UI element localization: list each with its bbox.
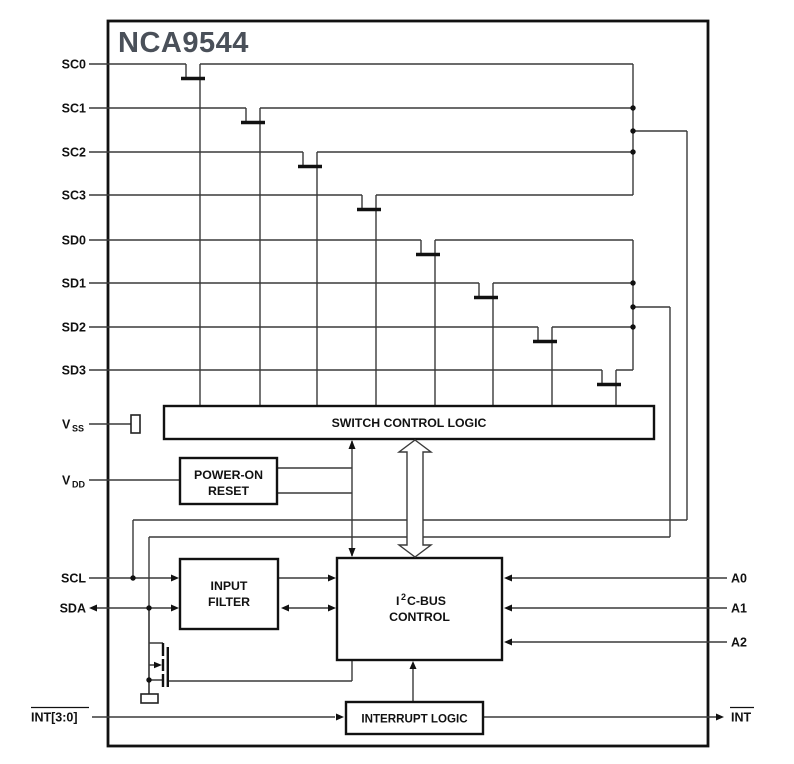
pin-label-a2: A2 bbox=[731, 635, 747, 650]
vss-terminal-pad bbox=[131, 415, 140, 433]
pin-label-sc2: SC2 bbox=[61, 145, 86, 160]
pin-label-scl: SCL bbox=[61, 571, 86, 586]
vss-connection bbox=[89, 415, 140, 433]
pin-label-a0: A0 bbox=[731, 571, 747, 586]
arrow-intlogic-to-i2c bbox=[410, 661, 417, 669]
input-filter-label-1: INPUT bbox=[210, 579, 248, 593]
power-on-reset-label-2: RESET bbox=[208, 484, 249, 498]
arrow-a0 bbox=[504, 575, 512, 582]
input-filter-box bbox=[180, 559, 278, 629]
i2c-bus-control-box bbox=[337, 558, 502, 660]
svg-text:INT: INT bbox=[731, 710, 752, 725]
i2c-label-post: C-BUS bbox=[407, 594, 446, 608]
pin-label-sd3: SD3 bbox=[61, 363, 86, 378]
arrow-sda-into-i2c bbox=[328, 605, 336, 612]
interrupt-logic-label: INTERRUPT LOGIC bbox=[361, 712, 468, 726]
svg-text:V: V bbox=[62, 417, 71, 432]
switch-control-logic-label: SWITCH CONTROL LOGIC bbox=[331, 416, 487, 430]
address-wires bbox=[512, 578, 727, 642]
por-routing bbox=[277, 441, 352, 556]
arrow-scl-into-i2c bbox=[328, 575, 336, 582]
pin-label-vss bbox=[62, 418, 84, 434]
arrow-a2 bbox=[504, 639, 512, 646]
svg-text:INT[3:0]: INT[3:0] bbox=[31, 710, 78, 725]
arrow-a1 bbox=[504, 605, 512, 612]
input-filter-label-2: FILTER bbox=[207, 595, 251, 609]
arrow-scl-into-filter bbox=[171, 575, 179, 582]
pin-label-int-out bbox=[730, 708, 754, 725]
pin-label-a1: A1 bbox=[731, 601, 747, 616]
sda-output-mosfet bbox=[141, 643, 352, 703]
channel-sd2 bbox=[89, 327, 633, 406]
pin-label-sc3: SC3 bbox=[61, 188, 86, 203]
arrow-por-to-scl-logic bbox=[349, 440, 356, 449]
arrow-sda-back-to-filter bbox=[281, 605, 289, 612]
arrow-sda-into-filter bbox=[171, 605, 179, 612]
i2c-label-pre: I bbox=[396, 594, 400, 608]
mosfet-bulk-arrow bbox=[154, 662, 162, 668]
power-on-reset-label-1: POWER-ON bbox=[194, 468, 263, 482]
pin-label-sd0: SD0 bbox=[61, 233, 86, 248]
pin-label-sc0: SC0 bbox=[61, 57, 86, 72]
arrow-int-in bbox=[336, 714, 344, 721]
pin-label-sd2: SD2 bbox=[61, 320, 86, 335]
i2c-label-2: CONTROL bbox=[389, 610, 450, 624]
arrow-sda-out bbox=[89, 605, 97, 612]
pin-label-int30 bbox=[31, 708, 89, 725]
pin-label-sda: SDA bbox=[59, 601, 86, 616]
mosfet-body bbox=[163, 643, 168, 687]
arrow-por-to-i2c bbox=[349, 548, 356, 557]
chip-title: NCA9544 bbox=[118, 27, 249, 59]
svg-text:SS: SS bbox=[72, 423, 85, 434]
svg-text:DD: DD bbox=[72, 479, 85, 490]
vss-pad bbox=[141, 694, 158, 703]
control-bus-double-arrow bbox=[399, 440, 431, 557]
arrow-int-out bbox=[716, 714, 724, 721]
i2c-label-sup: 2 bbox=[401, 592, 407, 602]
pin-label-sc1: SC1 bbox=[61, 101, 86, 116]
pin-label-vdd bbox=[62, 474, 85, 490]
svg-text:V: V bbox=[62, 473, 71, 488]
pin-label-sd1: SD1 bbox=[61, 276, 86, 291]
